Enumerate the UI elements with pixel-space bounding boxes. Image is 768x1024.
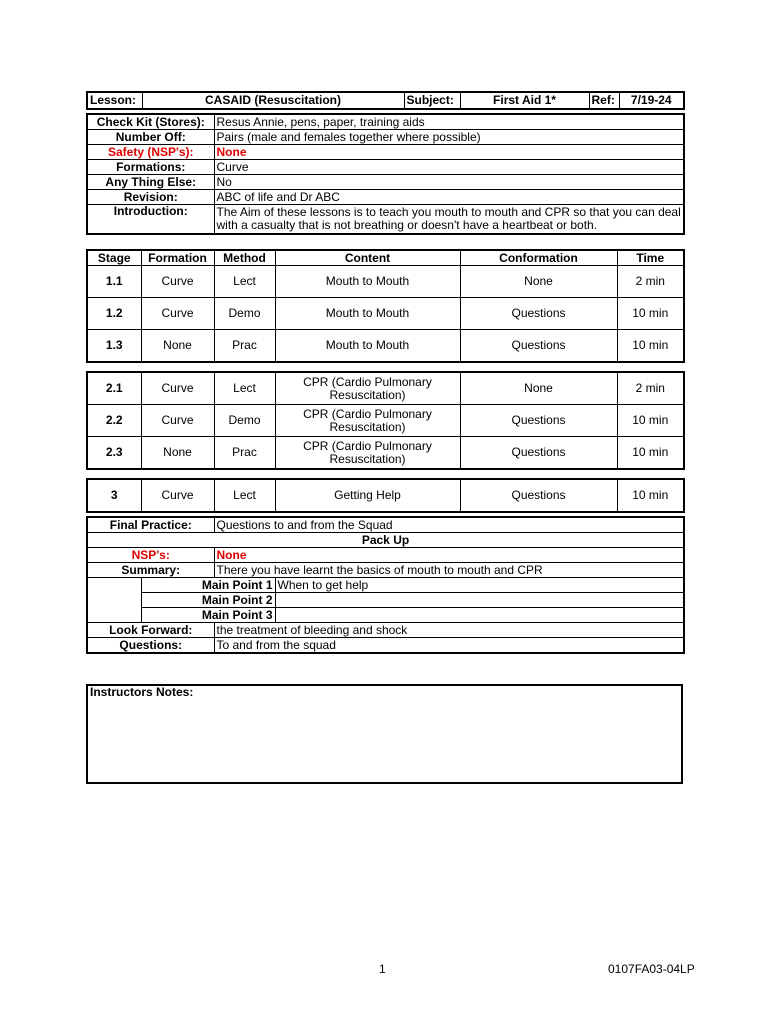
look-forward-label: Look Forward: [87, 623, 214, 638]
pack-up-label: Pack Up [87, 533, 684, 548]
summary-label: Summary: [87, 563, 214, 578]
page-number: 1 [379, 962, 386, 976]
content-cell: CPR (Cardio Pulmonary Resuscitation) [275, 372, 460, 405]
info-row [87, 114, 684, 130]
questions-value: To and from the squad [214, 638, 684, 654]
method-cell: Demo [214, 405, 275, 437]
content-cell: Getting Help [275, 479, 460, 512]
info-row [87, 175, 684, 190]
formation-cell: Curve [141, 266, 214, 298]
main-point-label: Main Point 2 [141, 593, 275, 608]
summary-value: There you have learnt the basics of mouth to mouth and CPR [214, 563, 684, 578]
info-value: No [214, 175, 684, 190]
col-header-method: Method [214, 250, 275, 266]
main-points-spacer [87, 578, 141, 623]
conformation-cell: Questions [460, 479, 617, 512]
lesson-info-table [86, 113, 685, 235]
questions-row [87, 638, 684, 654]
introduction-row [87, 205, 684, 235]
info-label: Formations: [87, 160, 214, 175]
info-value: Pairs (male and females together where possible) [214, 130, 684, 145]
main-point-value [275, 608, 684, 623]
col-header-formation: Formation [141, 250, 214, 266]
nsps-row [87, 548, 684, 563]
ref-value: 7/19-24 [619, 92, 684, 109]
info-value: ABC of life and Dr ABC [214, 190, 684, 205]
subject-label: Subject: [404, 92, 460, 109]
method-cell: Lect [214, 372, 275, 405]
method-cell: Lect [214, 479, 275, 512]
stage-row [87, 298, 684, 330]
time-cell: 2 min [617, 372, 684, 405]
method-cell: Prac [214, 330, 275, 363]
look-forward-value: the treatment of bleeding and shock [214, 623, 684, 638]
stage-row [87, 372, 684, 405]
stage-cell: 1.3 [87, 330, 141, 363]
stage-row [87, 437, 684, 470]
content-cell: CPR (Cardio Pulmonary Resuscitation) [275, 437, 460, 470]
col-header-time: Time [617, 250, 684, 266]
lesson-value: CASAID (Resuscitation) [142, 92, 404, 109]
conformation-cell: None [460, 266, 617, 298]
formation-cell: None [141, 437, 214, 470]
info-value: None [214, 145, 684, 160]
look-forward-row [87, 623, 684, 638]
summary-table [86, 516, 685, 654]
summary-row [87, 563, 684, 578]
instructors-notes-label: Instructors Notes: [87, 685, 682, 783]
time-cell: 10 min [617, 330, 684, 363]
content-cell: Mouth to Mouth [275, 330, 460, 363]
stage-row [87, 405, 684, 437]
conformation-cell: Questions [460, 405, 617, 437]
content-cell: CPR (Cardio Pulmonary Resuscitation) [275, 405, 460, 437]
instructors-notes-table [86, 684, 683, 784]
final-practice-value: Questions to and from the Squad [214, 517, 684, 533]
main-point-row [87, 608, 684, 623]
time-cell: 10 min [617, 437, 684, 470]
stage-cell: 1.2 [87, 298, 141, 330]
formation-cell: Curve [141, 479, 214, 512]
main-point-row [87, 578, 684, 593]
conformation-cell: None [460, 372, 617, 405]
info-value: Curve [214, 160, 684, 175]
content-cell: Mouth to Mouth [275, 298, 460, 330]
info-value: Resus Annie, pens, paper, training aids [214, 114, 684, 130]
final-practice-label: Final Practice: [87, 517, 214, 533]
stages-table-block-2 [86, 371, 685, 470]
stages-table-block-3 [86, 478, 685, 513]
content-cell: Mouth to Mouth [275, 266, 460, 298]
formation-cell: Curve [141, 372, 214, 405]
stage-cell: 2.3 [87, 437, 141, 470]
subject-value: First Aid 1* [460, 92, 589, 109]
stages-header-row [87, 250, 684, 266]
col-header-stage: Stage [87, 250, 141, 266]
final-practice-row [87, 517, 684, 533]
questions-label: Questions: [87, 638, 214, 654]
method-cell: Demo [214, 298, 275, 330]
stages-table-block-1 [86, 249, 685, 363]
stage-cell: 2.1 [87, 372, 141, 405]
conformation-cell: Questions [460, 298, 617, 330]
main-point-label: Main Point 3 [141, 608, 275, 623]
info-label: Check Kit (Stores): [87, 114, 214, 130]
time-cell: 10 min [617, 405, 684, 437]
time-cell: 10 min [617, 479, 684, 512]
lesson-header-table [86, 91, 685, 110]
time-cell: 2 min [617, 266, 684, 298]
time-cell: 10 min [617, 298, 684, 330]
main-point-label: Main Point 1 [141, 578, 275, 593]
method-cell: Prac [214, 437, 275, 470]
stage-cell: 1.1 [87, 266, 141, 298]
stage-cell: 2.2 [87, 405, 141, 437]
nsps-value: None [214, 548, 684, 563]
info-row [87, 145, 684, 160]
introduction-value: The Aim of these lessons is to teach you mouth to mouth and CPR so that you can deal with a casualty that is not breathing or doesn't have a heartbeat or both. [214, 205, 684, 235]
formation-cell: None [141, 330, 214, 363]
lesson-label: Lesson: [87, 92, 142, 109]
method-cell: Lect [214, 266, 275, 298]
formation-cell: Curve [141, 298, 214, 330]
conformation-cell: Questions [460, 330, 617, 363]
stage-row [87, 479, 684, 512]
nsps-label: NSP's: [87, 548, 214, 563]
info-row [87, 190, 684, 205]
formation-cell: Curve [141, 405, 214, 437]
main-point-value [275, 593, 684, 608]
main-point-value: When to get help [275, 578, 684, 593]
stage-row [87, 266, 684, 298]
document-code: 0107FA03-04LP [608, 962, 695, 976]
conformation-cell: Questions [460, 437, 617, 470]
col-header-content: Content [275, 250, 460, 266]
stage-cell: 3 [87, 479, 141, 512]
col-header-conformation: Conformation [460, 250, 617, 266]
main-point-row [87, 593, 684, 608]
pack-up-row [87, 533, 684, 548]
info-label: Safety (NSP's): [87, 145, 214, 160]
introduction-label: Introduction: [87, 205, 214, 235]
info-label: Revision: [87, 190, 214, 205]
info-label: Number Off: [87, 130, 214, 145]
stage-row [87, 330, 684, 363]
ref-label: Ref: [589, 92, 619, 109]
info-row [87, 130, 684, 145]
info-row [87, 160, 684, 175]
info-label: Any Thing Else: [87, 175, 214, 190]
